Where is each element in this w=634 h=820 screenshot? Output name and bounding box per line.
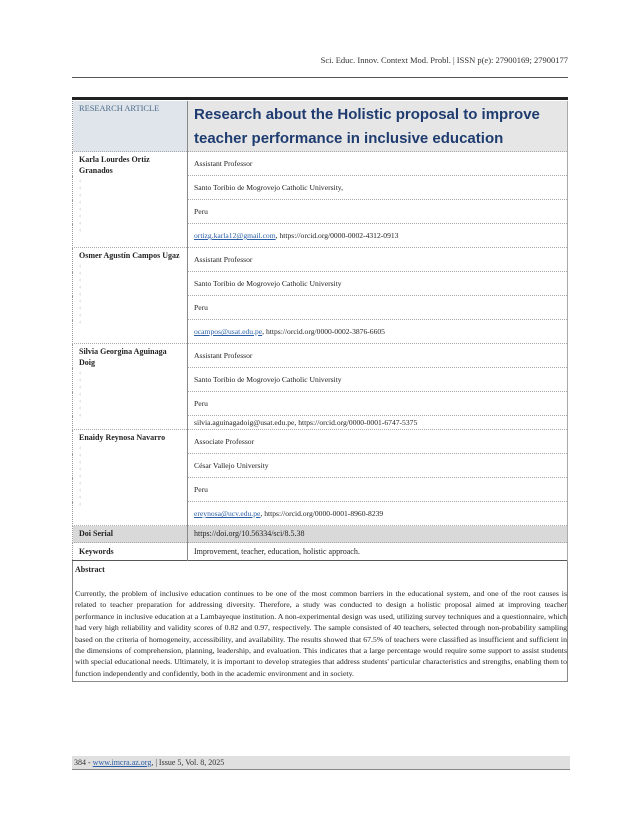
author-cell — [73, 152, 188, 248]
decorative-zigzag: ‹ ‹ ‹ ‹ ‹ ‹ ‹ — [79, 369, 82, 419]
title-rule — [72, 97, 568, 100]
author-name: Osmer Agustín Campos Ugaz — [79, 251, 180, 260]
abstract-heading: Abstract — [75, 565, 105, 574]
author-country: Peru — [188, 478, 568, 502]
keywords-value: Improvement, teacher, education, holistic approach. — [188, 543, 568, 561]
author-name: Silvia Georgina Aguinaga Doig — [79, 347, 167, 367]
title-row — [73, 101, 568, 152]
author-cell — [73, 344, 188, 430]
site-link[interactable]: www.imcra.az.org — [92, 758, 152, 767]
orcid-text: , https://orcid.org/0000-0001-8960-8239 — [260, 509, 384, 518]
decorative-zigzag: ‹ ‹ ‹ ‹ ‹ ‹ ‹ ‹ — [79, 177, 82, 234]
author-country: Peru — [188, 296, 568, 320]
article-info-table — [72, 101, 568, 682]
abstract-cell — [73, 561, 568, 682]
author-position: Assistant Professor — [188, 248, 568, 272]
author-affiliation: Santo Toribio de Mogrovejo Catholic University, — [188, 176, 568, 200]
author-cell — [73, 248, 188, 344]
author-contact — [188, 416, 568, 430]
author-position: Associate Professor — [188, 430, 568, 454]
orcid-text: , https://orcid.org/0000-0002-4312-0913 — [275, 231, 399, 240]
author-affiliation: Santo Toribio de Mogrovejo Catholic University — [188, 368, 568, 392]
article-type: RESEARCH ARTICLE — [73, 101, 188, 152]
author-contact — [188, 502, 568, 526]
keywords-row — [73, 543, 568, 561]
article-title: Research about the Holistic proposal to improve teacher performance in inclusive education — [188, 101, 568, 152]
email-link[interactable]: ortizg.karla12@gmail.com — [194, 231, 276, 240]
author-cell — [73, 430, 188, 526]
author-country: Peru — [188, 200, 568, 224]
email-text: silvia.aguinagadoig@usat.edu.pe — [194, 418, 295, 427]
decorative-zigzag: ‹ ‹ ‹ ‹ ‹ ‹ ‹ ‹ ‹ — [79, 262, 82, 326]
author-row — [73, 152, 568, 176]
author-contact — [188, 320, 568, 344]
page-number: 384 - — [74, 758, 93, 767]
doi-row — [73, 526, 568, 543]
author-name: Karla Lourdes Ortiz Granados — [79, 155, 150, 175]
author-affiliation: César Vallejo University — [188, 454, 568, 478]
journal-line: Sci. Educ. Innov. Context Mod. Probl. | ISSN p(e): 27900169; 27900177 — [320, 55, 568, 65]
author-name: Enaidy Reynosa Navarro — [79, 433, 166, 442]
page-footer — [72, 756, 570, 770]
decorative-zigzag: ‹ ‹ ‹ ‹ ‹ ‹ ‹ ‹ ‹ — [79, 444, 82, 508]
abstract-row — [73, 561, 568, 682]
author-position: Assistant Professor — [188, 152, 568, 176]
orcid-text: , https://orcid.org/0000-0002-3876-6605 — [262, 327, 385, 336]
doi-label: Doi Serial — [73, 526, 188, 543]
author-contact — [188, 224, 568, 248]
author-country: Peru — [188, 392, 568, 416]
issue-info: , | Issue 5, Vol. 8, 2025 — [151, 758, 225, 767]
email-link[interactable]: ereynosa@ucv.edu.pe — [194, 509, 261, 518]
orcid-text: , https://orcid.org/0000-0001-6747-5375 — [294, 418, 418, 427]
author-position: Assistant Professor — [188, 344, 568, 368]
running-header — [72, 55, 568, 78]
doi-value[interactable]: https://doi.org/10.56334/sci/8.5.38 — [188, 526, 568, 543]
author-affiliation: Santo Toribio de Mogrovejo Catholic University — [188, 272, 568, 296]
keywords-label: Keywords — [73, 543, 188, 561]
abstract-text: Currently, the problem of inclusive education continues to be one of the most common barriers in the educational system, and one of the root causes is related to teacher preparation for addressing diversity. Therefore, a study was conducted to design a holistic proposal aimed at improving teacher performance in inclusive education at a Lambayeque institution. A non-experimental design was used, utilizing survey techniques and a questionnaire, which had very high reliability and validity scores of 0.82 and 0.97, respectively. The sample consisted of 40 teachers, selected through non-probability sampling based on the criteria of homogeneity, accessibility, and availability. The results showed that 67.5% of teachers were classified as insufficient and sufficient in the dimensions of comprehension, planning, leadership, and evaluation. This indicates that a large percentage would require some support to assist students with special educational needs. Ultimately, it is important to develop strategies that address students' particular characteristics and strengths, enabling them to function independently and confidently, both in the academic environment and in society. — [75, 589, 567, 678]
email-link[interactable]: ocampos@usat.edu.pe — [194, 327, 263, 336]
